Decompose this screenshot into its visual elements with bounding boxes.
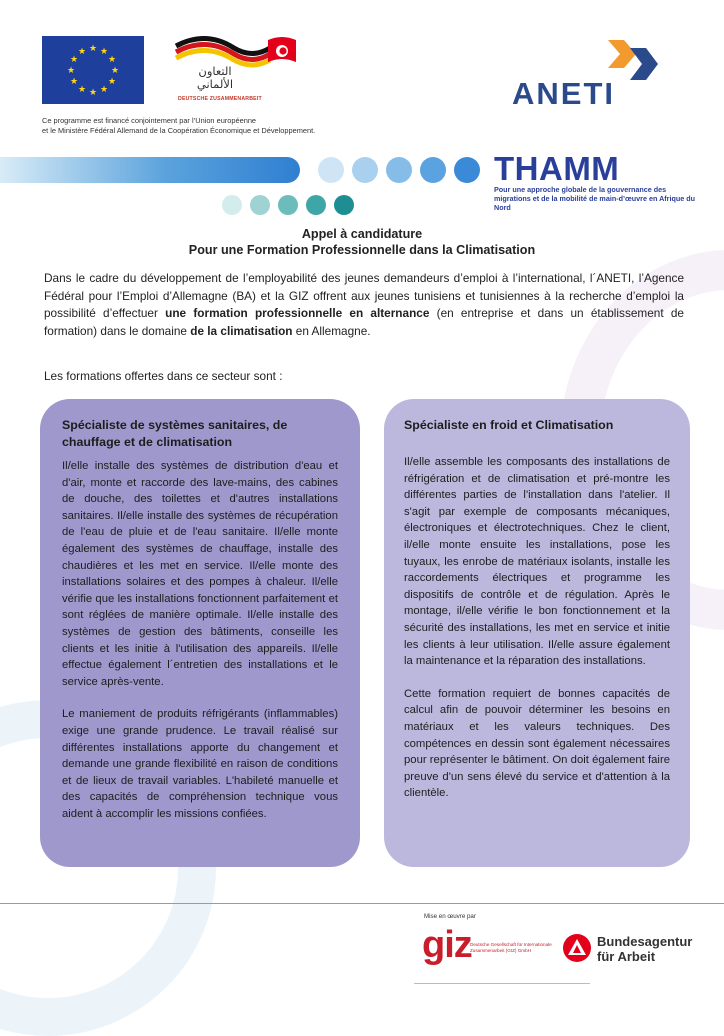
ba-name-line: für Arbeit: [597, 949, 656, 964]
card-paragraph: Cette formation requiert de bonnes capacités de calcul afin de pouvoir déterminer les besoins en matériaux et les valeurs techniques. Des compétences en dessin sont également nécessaires pour représenter le bâtiment. On doit également faire preuve d'un sens élevé du service et d'attention à la clientèle.: [404, 687, 670, 800]
ba-name-line: Bundesagentur: [597, 934, 693, 949]
svg-text:★: ★: [107, 55, 117, 65]
intro-bold-text: une formation professionnelle en alternance: [165, 306, 430, 320]
funding-line: Ce programme est financé conjointement par l’Union européenne: [42, 116, 257, 125]
title-line: Pour une Formation Professionnelle dans la Climatisation: [188, 243, 536, 257]
aneti-logo: [512, 36, 672, 111]
intro-bold-text: de la climatisation: [190, 323, 293, 338]
svg-text:★: ★: [66, 66, 76, 76]
decorative-dot: [222, 195, 242, 215]
funding-line: et le Ministère Fédéral Allemand de la Coopération Économique et Développement.: [42, 126, 316, 135]
decorative-dot: [334, 195, 354, 215]
ba-triangle-icon: [563, 934, 591, 962]
thamm-logo-title: THAMM: [494, 150, 620, 187]
page-title: [0, 226, 724, 258]
intro-text: en Allemagne.: [292, 323, 371, 338]
svg-text:★: ★: [88, 88, 98, 98]
decorative-dot: [250, 195, 270, 215]
svg-text:★: ★: [69, 77, 79, 87]
ba-name: [597, 934, 692, 964]
svg-text:★: ★: [88, 44, 98, 54]
deutsche-zusammenarbeit-label: DEUTSCHE ZUSAMMENARBEIT: [178, 96, 262, 102]
arabic-logo-text: [186, 65, 244, 91]
bundesagentur-logo: [563, 932, 703, 972]
footer-divider: [0, 903, 724, 904]
intro-text: (en entreprise et dans un établissement de formation) dans le domaine: [44, 306, 684, 338]
decorative-dot: [278, 195, 298, 215]
card-paragraph: Il/elle assemble les composants des installations de réfrigération et de climatisation et pré-montre les différentes parties de l'installation dans l'atelier. Il s'agit par exemple de composants mécaniques, électroniques et électrotechniques. Chez le client, il/elle monte ensuite les installations, pose les tuyaux, les enrobe de matériaux isolants, installe les raccordements électriques et programme les dispositifs de contrôle et de régulation. Après le montage, il/elle vérifie le bon fonctionnement et la sécurité des installations, les met en service et initie les clients à leur utilisation. Il/elle assure également la maintenance et la réparation des installations.: [404, 456, 670, 668]
decorative-dot: [454, 157, 480, 183]
flag-ribbon-icon: [172, 32, 298, 68]
thamm-logo-subtitle: Pour une approche globale de la gouvernance des migrations et de la mobilité de main-d’œuvre en Afrique du Nord: [494, 185, 696, 212]
title-line: Appel à candidature: [301, 227, 423, 241]
svg-text:★: ★: [77, 85, 87, 95]
card-title: Spécialiste en froid et Climatisation: [404, 418, 614, 432]
svg-text:★: ★: [110, 66, 120, 76]
eu-stars-icon: [42, 36, 144, 104]
funding-statement: [42, 116, 362, 136]
decorative-dot: [318, 157, 344, 183]
svg-text:★: ★: [99, 47, 109, 57]
card-paragraph: Le maniement de produits réfrigérants (inflammables) exige une grande prudence. Le travail réalisé sur différentes installations apporte du changement et demande une grande flexibilité en raison de conditions et de lieux de travail variables. L'habileté manuelle et des capacités de compréhension technique vous aident à accomplir les missions confiées.: [62, 708, 338, 820]
training-card-sanitary: [40, 399, 360, 867]
svg-text:★: ★: [99, 85, 109, 95]
eu-flag-logo: [42, 36, 144, 104]
formations-intro: Les formations offertes dans ce secteur sont :: [44, 369, 283, 383]
card-paragraph: Il/elle installe des systèmes de distribution d'eau et d'air, monte et raccorde des lave-mains, des cabines de douche, des toilettes et d'autres installations sanitaires. Il/elle installe des systèmes de récupération de l'eau de pluie et de l'eau sanitaire. Il/elle monte également des systèmes de chauffage, installe des chaudières et les met en service. Il/elle monte des installations solaires et des pompes à chaleur. Il/elle vérifie que les installations fonctionnent parfaitement et sont réglées de manière optimale. Il/elle installe des systèmes de gestion des bâtiments, conseille les clients et les initie à l'utilisation des appareils. Il/elle effectue également l´entretien des installations et le service après-vente.: [62, 460, 338, 688]
aneti-wordmark: ANETI: [512, 76, 615, 111]
decorative-dot: [420, 157, 446, 183]
svg-text:★: ★: [77, 47, 87, 57]
svg-text:★: ★: [69, 55, 79, 65]
aneti-arrow-icon: [512, 36, 672, 80]
blue-gradient-bar: [0, 157, 300, 183]
card-title: Spécialiste de systèmes sanitaires, de chauffage et de climatisation: [62, 418, 288, 449]
giz-wordmark: giz: [422, 924, 472, 966]
intro-text: Dans le cadre du développement de l’employabilité des jeunes demandeurs d’emploi à l’international, l´ANETI, l’Agence Fédéral pour l’Emploi d’Allemagne (BA) et la GIZ offrent aux jeunes tunisiens et tunisiennes à la recherche d’emploi la possibilité d’effectuer: [44, 271, 684, 320]
svg-text:★: ★: [107, 77, 117, 87]
footer-sub-divider: [414, 983, 590, 984]
arabic-line: الألماني: [196, 77, 234, 91]
arabic-line: التعاون: [198, 64, 232, 78]
intro-paragraph: [44, 270, 684, 340]
giz-full-name: Deutsche Gesellschaft für Internationale Zusammenarbeit (GIZ) GmbH: [470, 942, 552, 953]
decorative-dot: [352, 157, 378, 183]
decorative-dot: [306, 195, 326, 215]
implemented-by-label: Mise en œuvre par: [424, 913, 476, 920]
training-card-refrigeration: [384, 399, 690, 867]
german-tunisian-cooperation-logo: [172, 32, 298, 114]
decorative-dot: [386, 157, 412, 183]
